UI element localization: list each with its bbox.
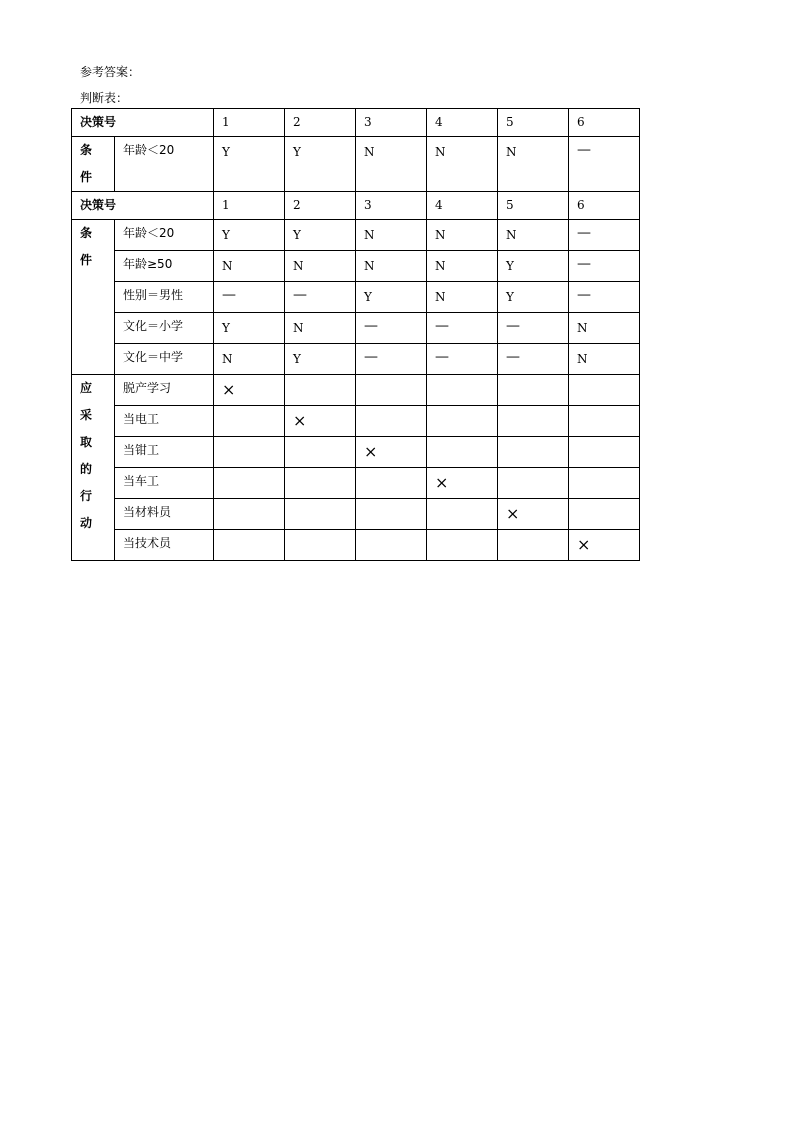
- action-group-label: 应 采 取 的 行 动: [72, 375, 115, 561]
- condition-value: N: [569, 313, 640, 344]
- action-mark: [427, 530, 498, 561]
- decision-number: 1: [214, 109, 285, 137]
- decision-number: 4: [427, 109, 498, 137]
- action-mark: ×: [285, 406, 356, 437]
- decision-number-label: 决策号: [72, 109, 214, 137]
- action-mark: [214, 437, 285, 468]
- condition-value: N: [498, 137, 569, 192]
- action-label: 当电工: [115, 406, 214, 437]
- answer-heading: 参考答案：: [80, 65, 141, 79]
- condition-group-label: 条 件: [72, 137, 115, 192]
- action-mark: [214, 468, 285, 499]
- action-mark: [214, 499, 285, 530]
- table-heading: 判断表：: [80, 91, 129, 105]
- condition-value: Y: [498, 251, 569, 282]
- condition-value: N: [214, 344, 285, 375]
- condition-value: Y: [214, 313, 285, 344]
- decision-number: 4: [427, 192, 498, 220]
- action-mark: [214, 406, 285, 437]
- action-row: [72, 406, 640, 437]
- action-mark: [356, 530, 427, 561]
- condition-value: N: [285, 313, 356, 344]
- condition-value: N: [214, 251, 285, 282]
- condition-value: —: [356, 344, 427, 375]
- condition-row: [72, 344, 640, 375]
- condition-label: 文化＝中学: [115, 344, 214, 375]
- condition-value: —: [285, 282, 356, 313]
- condition-value: —: [356, 313, 427, 344]
- condition-value: Y: [214, 220, 285, 251]
- condition-value: —: [498, 344, 569, 375]
- condition-value: —: [569, 282, 640, 313]
- action-mark: [498, 375, 569, 406]
- condition-value: Y: [214, 137, 285, 192]
- action-mark: ×: [356, 437, 427, 468]
- decision-number: 2: [285, 192, 356, 220]
- action-mark: [498, 468, 569, 499]
- condition-value: N: [356, 251, 427, 282]
- action-mark: [498, 406, 569, 437]
- condition-value: —: [569, 220, 640, 251]
- condition-row: [72, 220, 640, 251]
- condition-group-label: 条 件: [72, 220, 115, 375]
- condition-label: 年龄≥50: [115, 251, 214, 282]
- action-label: 当技术员: [115, 530, 214, 561]
- decision-table: [71, 108, 640, 561]
- decision-number: 6: [569, 109, 640, 137]
- action-mark: [569, 406, 640, 437]
- action-mark: [285, 437, 356, 468]
- decision-number: 3: [356, 109, 427, 137]
- action-mark: [356, 375, 427, 406]
- action-mark: [285, 468, 356, 499]
- action-row: [72, 499, 640, 530]
- decision-number: 3: [356, 192, 427, 220]
- action-label: 脱产学习: [115, 375, 214, 406]
- action-mark: ×: [214, 375, 285, 406]
- action-row: [72, 468, 640, 499]
- action-mark: [285, 530, 356, 561]
- decision-number: 1: [214, 192, 285, 220]
- action-mark: [427, 437, 498, 468]
- decision-number: 5: [498, 109, 569, 137]
- condition-value: N: [427, 282, 498, 313]
- action-mark: ×: [498, 499, 569, 530]
- action-mark: [569, 437, 640, 468]
- action-mark: [427, 406, 498, 437]
- condition-value: N: [285, 251, 356, 282]
- condition-label: 年龄＜20: [115, 220, 214, 251]
- condition-value: —: [427, 344, 498, 375]
- condition-value: N: [427, 220, 498, 251]
- action-row: [72, 437, 640, 468]
- condition-value: —: [214, 282, 285, 313]
- condition-label: 年龄＜20: [115, 137, 214, 192]
- action-mark: [498, 530, 569, 561]
- condition-row: [72, 313, 640, 344]
- action-mark: [569, 375, 640, 406]
- action-row: [72, 530, 640, 561]
- condition-label: 文化＝小学: [115, 313, 214, 344]
- condition-value: Y: [285, 344, 356, 375]
- condition-value: Y: [285, 220, 356, 251]
- action-mark: [356, 468, 427, 499]
- decision-number: 5: [498, 192, 569, 220]
- table2-header-row: [72, 192, 640, 220]
- condition-label: 性别＝男性: [115, 282, 214, 313]
- condition-value: N: [498, 220, 569, 251]
- condition-value: —: [569, 137, 640, 192]
- action-mark: [214, 530, 285, 561]
- condition-row: [72, 251, 640, 282]
- condition-row: [72, 282, 640, 313]
- decision-number: 2: [285, 109, 356, 137]
- condition-value: Y: [356, 282, 427, 313]
- action-label: 当材料员: [115, 499, 214, 530]
- decision-number-label: 决策号: [72, 192, 214, 220]
- action-mark: ×: [569, 530, 640, 561]
- action-mark: [427, 499, 498, 530]
- action-row: [72, 375, 640, 406]
- condition-value: N: [427, 137, 498, 192]
- action-mark: [427, 375, 498, 406]
- action-mark: [285, 499, 356, 530]
- action-mark: [356, 406, 427, 437]
- table1-header-row: [72, 109, 640, 137]
- action-mark: [569, 499, 640, 530]
- condition-value: N: [427, 251, 498, 282]
- action-mark: [356, 499, 427, 530]
- condition-value: Y: [498, 282, 569, 313]
- condition-value: N: [356, 137, 427, 192]
- condition-value: N: [356, 220, 427, 251]
- decision-number: 6: [569, 192, 640, 220]
- action-mark: [569, 468, 640, 499]
- action-mark: ×: [427, 468, 498, 499]
- condition-value: Y: [285, 137, 356, 192]
- action-mark: [498, 437, 569, 468]
- action-mark: [285, 375, 356, 406]
- action-label: 当车工: [115, 468, 214, 499]
- condition-value: —: [427, 313, 498, 344]
- table1-condition-row: [72, 137, 640, 192]
- condition-value: —: [569, 251, 640, 282]
- condition-value: —: [498, 313, 569, 344]
- action-label: 当钳工: [115, 437, 214, 468]
- condition-value: N: [569, 344, 640, 375]
